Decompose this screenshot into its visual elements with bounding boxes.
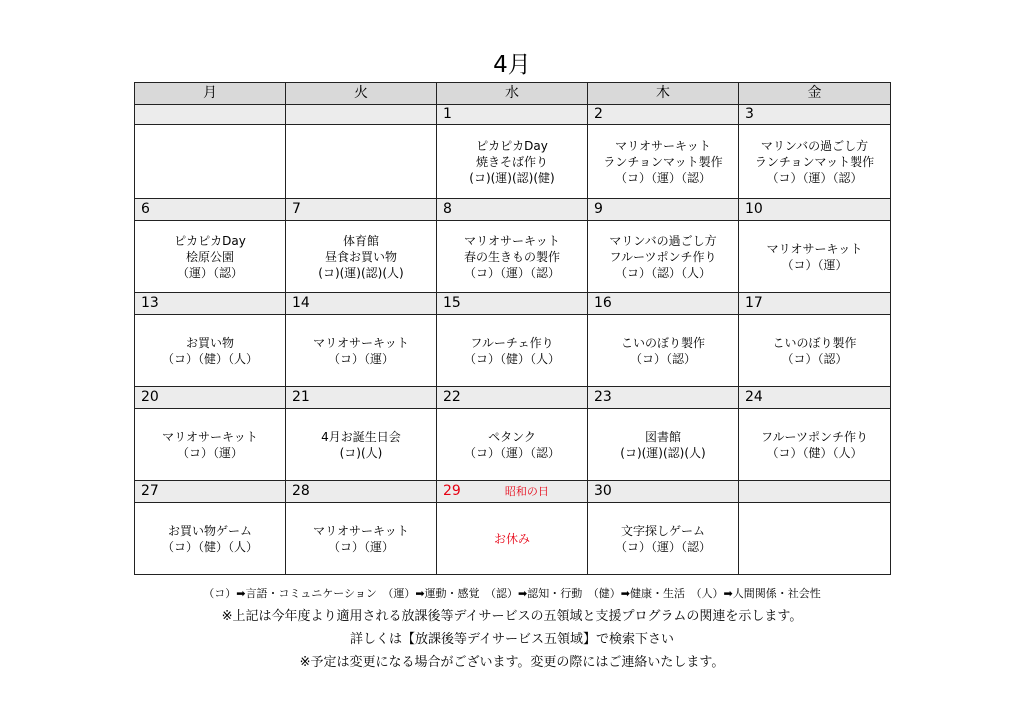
event-cell [588, 315, 739, 387]
closed-label: お休み [493, 531, 530, 546]
event-line: （コ）（認）（人） [614, 265, 711, 280]
week-1-date-row [135, 105, 891, 125]
event-line: マリンバの過ごし方 [609, 233, 717, 248]
legend-text: （コ）➡言語・コミュニケーション （運）➡運動・感覚 （認）➡認知・行動 （健）➡健康・生活 （人）➡人間関係・社会性 [203, 587, 821, 600]
date-cell: 20 [135, 387, 286, 409]
weekday-tuesday: 火 [286, 83, 437, 105]
date-cell: 21 [286, 387, 437, 409]
event-line: （コ）（運）（認） [463, 265, 560, 280]
date-cell: 30 [588, 481, 739, 503]
event-line: （コ）（運）（認） [766, 170, 863, 185]
event-line: マリオサーキット [313, 523, 409, 538]
event-line: （コ）（運） [327, 539, 394, 554]
date-cell: 15 [437, 293, 588, 315]
event-line: （運）（認） [176, 265, 243, 280]
event-line: 4月お誕生日会 [321, 429, 401, 444]
page-title: 4月 [493, 52, 531, 78]
date-cell: 3 [739, 105, 891, 125]
event-line: 図書館 [644, 429, 681, 444]
event-line: 体育館 [342, 233, 379, 248]
event-line: （コ）（健）（人） [161, 351, 258, 366]
week-2-event-row [135, 221, 891, 293]
date-cell: 16 [588, 293, 739, 315]
event-cell-holiday [437, 503, 588, 575]
event-line: 文字探しゲーム [620, 523, 705, 538]
event-line: 焼きそば作り [475, 154, 548, 169]
event-line: （コ）（運）（認） [614, 539, 711, 554]
event-cell [588, 125, 739, 199]
event-line: （コ）（健）（人） [463, 351, 560, 366]
date-cell: 6 [135, 199, 286, 221]
event-line: 桧原公園 [185, 249, 234, 264]
weekday-wednesday: 水 [437, 83, 588, 105]
event-line: (コ)(人) [339, 445, 383, 460]
event-cell [437, 125, 588, 199]
date-cell: 22 [437, 387, 588, 409]
date-cell: 10 [739, 199, 891, 221]
event-line: （コ）（運）（認） [463, 445, 560, 460]
event-cell [739, 221, 891, 293]
event-line: こいのぼり製作 [620, 335, 705, 350]
event-line: お買い物 [185, 335, 234, 350]
event-line: フルーツポンチ作り [609, 249, 717, 264]
date-cell: 27 [135, 481, 286, 503]
event-cell [437, 315, 588, 387]
event-line: ランチョンマット製作 [603, 154, 723, 169]
note-line-2: 詳しくは【放課後等デイサービス五領域】で検索下さい [349, 632, 675, 647]
event-line: ランチョンマット製作 [754, 154, 875, 169]
event-line: （コ）（運） [176, 445, 243, 460]
event-cell [437, 409, 588, 481]
week-3-event-row [135, 315, 891, 387]
event-line: フルーチェ作り [470, 335, 554, 350]
event-cell [588, 221, 739, 293]
event-line: フルーツポンチ作り [760, 429, 869, 444]
week-5-event-row [135, 503, 891, 575]
date-cell: 17 [739, 293, 891, 315]
date-cell [135, 105, 286, 125]
date-cell [286, 105, 437, 125]
event-cell [135, 409, 286, 481]
event-cell-empty [286, 125, 437, 199]
event-line: （コ）（運）（認） [614, 170, 711, 185]
holiday-date: 29 [443, 483, 461, 499]
event-line: 春の生きもの製作 [463, 249, 560, 264]
date-cell [739, 481, 891, 503]
event-line: マリオサーキット [162, 429, 258, 444]
event-line: マリオサーキット [766, 241, 863, 256]
event-line: ピカピカDay [476, 138, 548, 153]
event-line: (コ)(運)(認)(人) [620, 445, 706, 460]
date-cell: 24 [739, 387, 891, 409]
event-line: マリオサーキット [313, 335, 409, 350]
event-cell [135, 503, 286, 575]
note-line-1: ※上記は今年度より適用される放課後等デイサービスの五領域と支援プログラムの関連を示します。 [221, 609, 803, 624]
date-cell: 7 [286, 199, 437, 221]
event-line: マリオサーキット [464, 233, 560, 248]
date-cell: 1 [437, 105, 588, 125]
event-line: (コ)(運)(認)(人) [318, 265, 404, 280]
event-line: マリンバの過ごし方 [760, 138, 869, 153]
event-cell [739, 409, 891, 481]
weekday-header-row [135, 83, 891, 105]
week-1-event-row [135, 125, 891, 199]
holiday-label: 昭和の日 [504, 485, 549, 498]
event-cell [739, 315, 891, 387]
event-line: ピカピカDay [174, 233, 246, 248]
date-cell: 13 [135, 293, 286, 315]
event-cell [588, 409, 739, 481]
weekday-monday: 月 [135, 83, 286, 105]
week-5-date-row [135, 481, 891, 503]
date-cell: 9 [588, 199, 739, 221]
date-cell: 2 [588, 105, 739, 125]
event-line: （コ）（運） [781, 257, 848, 272]
event-line: （コ）（健）（人） [161, 539, 258, 554]
event-cell [588, 503, 739, 575]
event-line: （コ）（認） [629, 351, 696, 366]
date-cell: 28 [286, 481, 437, 503]
week-2-date-row [135, 199, 891, 221]
date-cell: 14 [286, 293, 437, 315]
event-cell [286, 503, 437, 575]
event-cell [739, 125, 891, 199]
event-cell [135, 221, 286, 293]
weekday-thursday: 木 [588, 83, 739, 105]
event-cell-empty [135, 125, 286, 199]
event-cell [286, 409, 437, 481]
event-line: お買い物ゲーム [167, 523, 252, 538]
event-cell [135, 315, 286, 387]
week-4-event-row [135, 409, 891, 481]
event-line: 昼食お買い物 [324, 249, 397, 264]
event-cell [286, 221, 437, 293]
event-cell [437, 221, 588, 293]
event-line: （コ）（認） [781, 351, 848, 366]
event-line: ペタンク [488, 429, 536, 444]
calendar-table [134, 82, 891, 575]
weekday-friday: 金 [739, 83, 891, 105]
event-line: （コ）（健）（人） [766, 445, 863, 460]
event-line: こいのぼり製作 [772, 335, 857, 350]
date-cell: 8 [437, 199, 588, 221]
event-cell-empty [739, 503, 891, 575]
week-4-date-row [135, 387, 891, 409]
note-line-3: ※予定は変更になる場合がございます。変更の際にはご連絡いたします。 [299, 655, 725, 670]
date-cell: 23 [588, 387, 739, 409]
event-line: マリオサーキット [615, 138, 711, 153]
event-line: （コ）（運） [327, 351, 394, 366]
event-cell [286, 315, 437, 387]
week-3-date-row [135, 293, 891, 315]
date-cell-holiday [437, 481, 588, 503]
event-line: (コ)(運)(認)(健) [469, 170, 555, 185]
